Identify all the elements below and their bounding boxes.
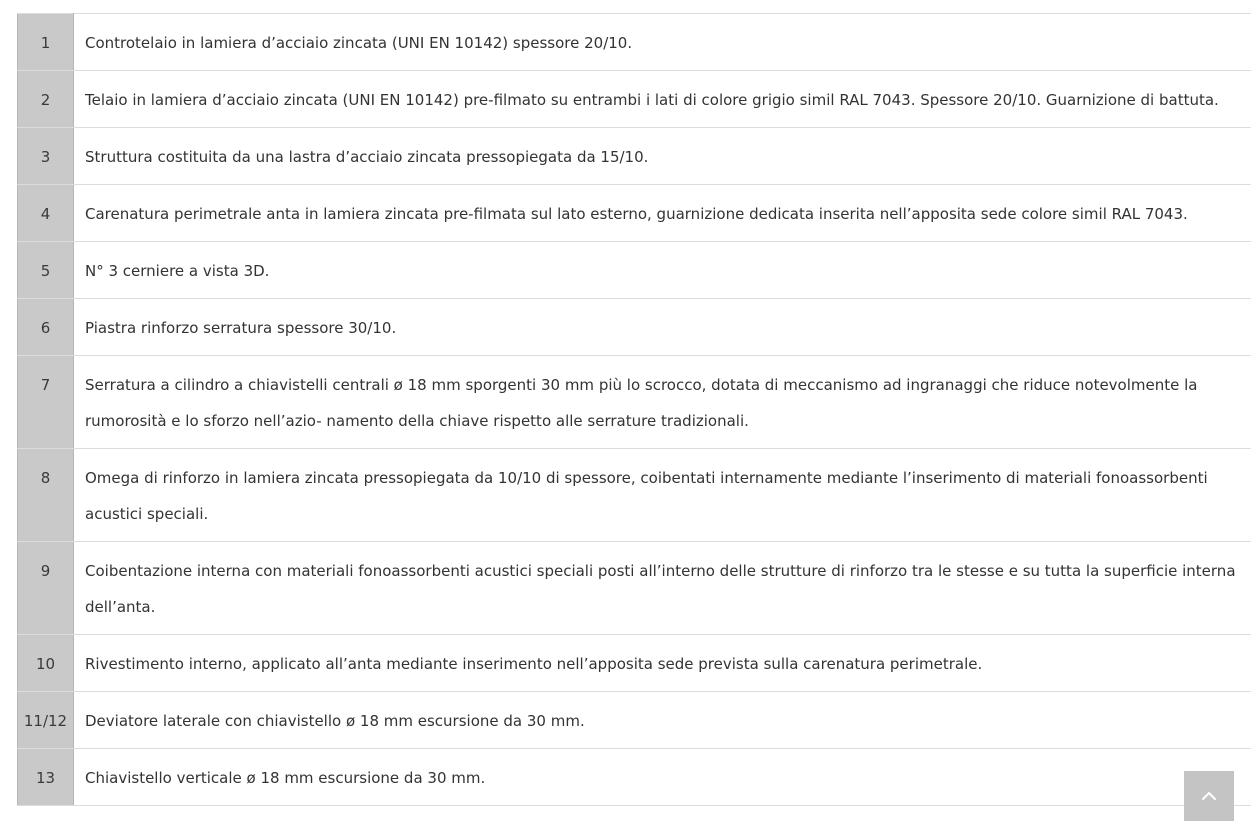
row-description: Omega di rinforzo in lamiera zincata pressopiegata da 10/10 di spessore, coibentati internamente mediante l’inserimento di materiali fonoassorbenti acustici speciali. — [74, 449, 1252, 542]
row-description: N° 3 cerniere a vista 3D. — [74, 242, 1252, 299]
spec-table — [17, 13, 1251, 806]
row-number: 7 — [18, 356, 74, 449]
row-description: Serratura a cilindro a chiavistelli centrali ø 18 mm sporgenti 30 mm più lo scrocco, dotata di meccanismo ad ingranaggi che riduce notevolmente la rumorosità e lo sforzo nell’azio- namento della chiave rispetto alle serrature tradizionali. — [74, 356, 1252, 449]
row-description: Telaio in lamiera d’acciaio zincata (UNI EN 10142) pre-filmato su entrambi i lati di colore grigio simil RAL 7043. Spessore 20/10. Guarnizione di battuta. — [74, 71, 1252, 128]
table-row — [18, 356, 1252, 449]
row-description: Coibentazione interna con materiali fonoassorbenti acustici speciali posti all’interno delle strutture di rinforzo tra le stesse e su tutta la superficie interna dell’anta. — [74, 542, 1252, 635]
scroll-to-top-button[interactable] — [1184, 771, 1234, 821]
chevron-up-icon — [1201, 791, 1217, 801]
table-row — [18, 692, 1252, 749]
row-number: 2 — [18, 71, 74, 128]
row-number: 4 — [18, 185, 74, 242]
row-number: 9 — [18, 542, 74, 635]
row-number: 1 — [18, 14, 74, 71]
table-row — [18, 449, 1252, 542]
row-description: Rivestimento interno, applicato all’anta mediante inserimento nell’apposita sede prevista sulla carenatura perimetrale. — [74, 635, 1252, 692]
table-row — [18, 635, 1252, 692]
table-row — [18, 185, 1252, 242]
row-description: Controtelaio in lamiera d’acciaio zincata (UNI EN 10142) spessore 20/10. — [74, 14, 1252, 71]
table-row — [18, 242, 1252, 299]
row-description: Carenatura perimetrale anta in lamiera zincata pre-filmata sul lato esterno, guarnizione dedicata inserita nell’apposita sede colore simil RAL 7043. — [74, 185, 1252, 242]
table-row — [18, 299, 1252, 356]
row-number: 13 — [18, 749, 74, 806]
row-number: 11/12 — [18, 692, 74, 749]
row-number: 10 — [18, 635, 74, 692]
table-row — [18, 14, 1252, 71]
table-row — [18, 542, 1252, 635]
row-description: Deviatore laterale con chiavistello ø 18 mm escursione da 30 mm. — [74, 692, 1252, 749]
row-number: 5 — [18, 242, 74, 299]
row-number: 6 — [18, 299, 74, 356]
row-description: Piastra rinforzo serratura spessore 30/10. — [74, 299, 1252, 356]
row-description: Struttura costituita da una lastra d’acciaio zincata pressopiegata da 15/10. — [74, 128, 1252, 185]
table-row — [18, 71, 1252, 128]
table-row — [18, 749, 1252, 806]
row-number: 8 — [18, 449, 74, 542]
table-row — [18, 128, 1252, 185]
row-number: 3 — [18, 128, 74, 185]
row-description: Chiavistello verticale ø 18 mm escursione da 30 mm. — [74, 749, 1252, 806]
